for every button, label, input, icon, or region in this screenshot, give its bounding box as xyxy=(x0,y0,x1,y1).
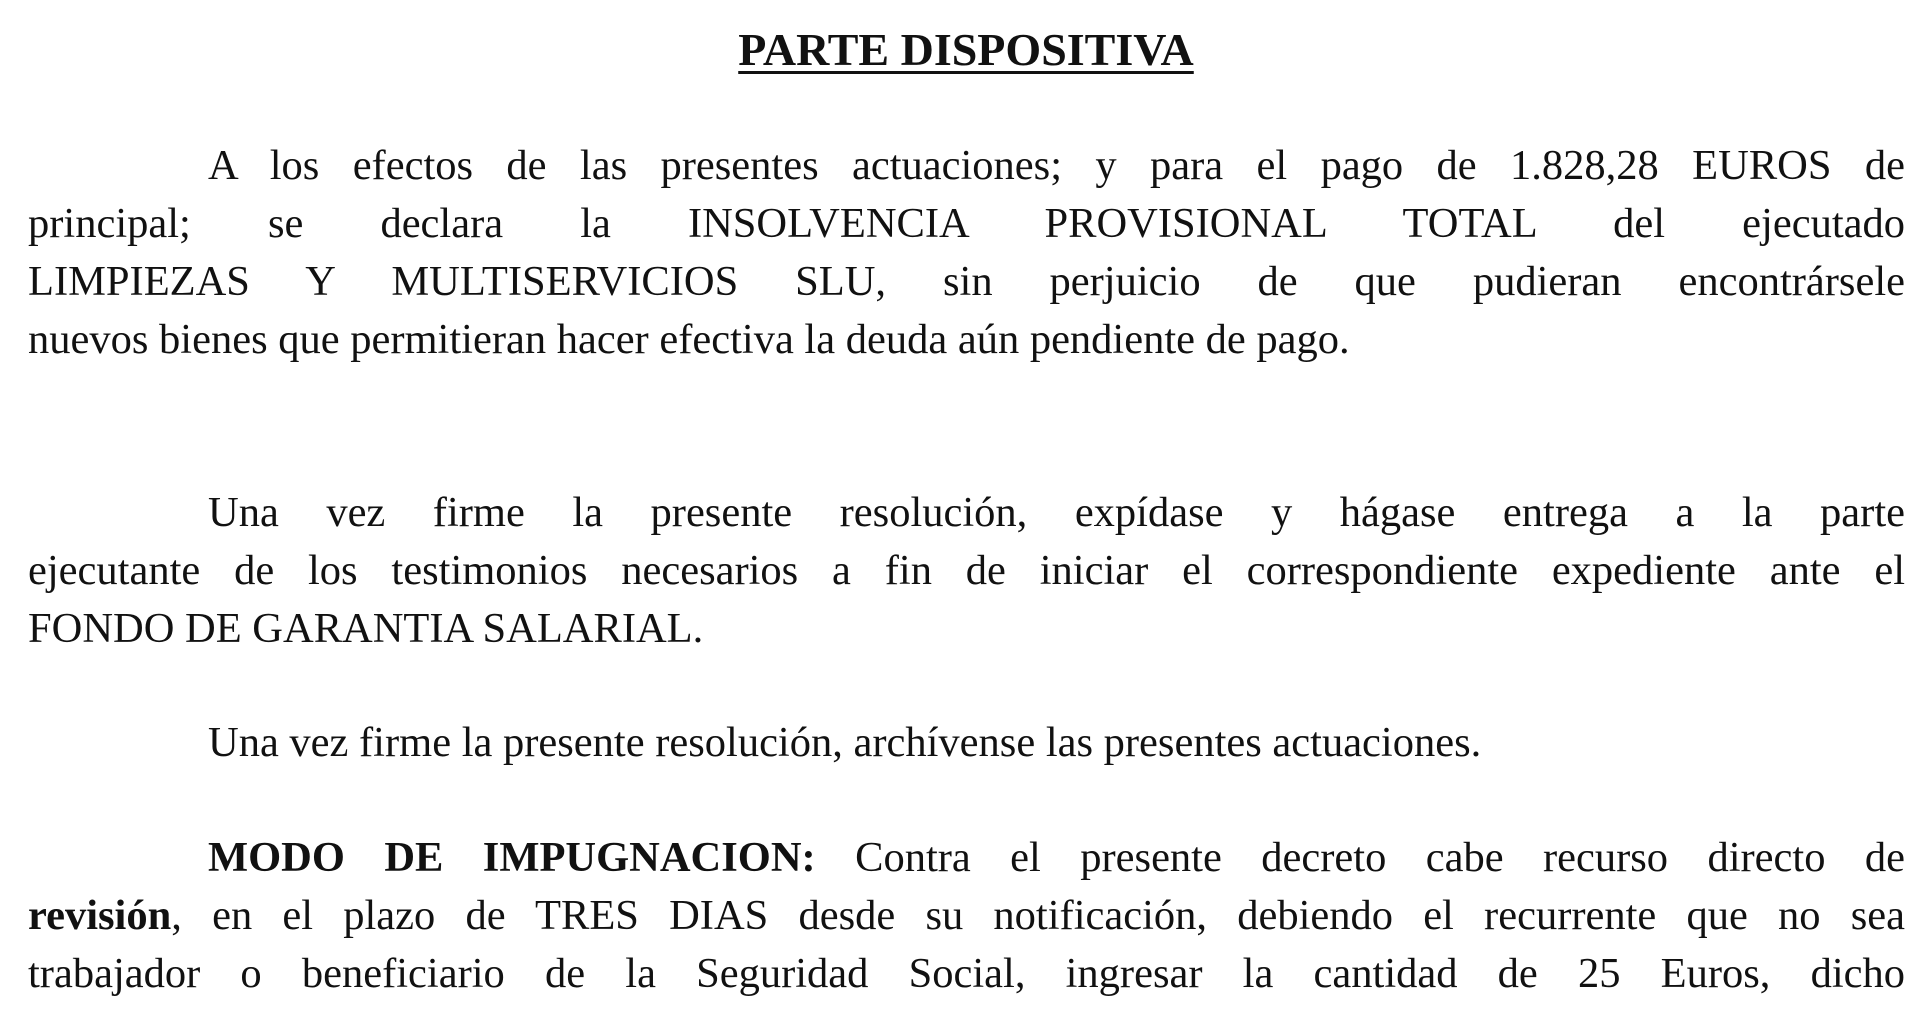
impugnacion-text-1: Contra el presente decreto cabe recurso directo de xyxy=(855,834,1905,881)
paragraph-1-line-3: LIMPIEZAS Y MULTISERVICIOS SLU, sin perjuicio de que pudieran encontrársele xyxy=(28,258,1905,305)
document-title: PARTE DISPOSITIVA xyxy=(738,24,1194,75)
revision-term: revisión xyxy=(28,892,172,939)
paragraph-1-line-1: A los efectos de las presentes actuaciones; y para el pago de 1.828,28 EUROS de xyxy=(208,142,1905,189)
paragraph-2-line-1: Una vez firme la presente resolución, expídase y hágase entrega a la parte xyxy=(208,489,1905,536)
impugnacion-heading: MODO DE IMPUGNACION: xyxy=(208,834,816,881)
paragraph-2-line-3: FONDO DE GARANTIA SALARIAL. xyxy=(28,605,704,652)
impugnacion-text-2: , en el plazo de TRES DIAS desde su notificación, debiendo el recurrente que no sea xyxy=(171,892,1905,939)
paragraph-4-line-2 xyxy=(28,890,1905,941)
paragraph-3-line-1: Una vez firme la presente resolución, archívense las presentes actuaciones. xyxy=(208,719,1482,766)
paragraph-4-line-1 xyxy=(28,832,1905,883)
paragraph-1-line-4: nuevos bienes que permitieran hacer efectiva la deuda aún pendiente de pago. xyxy=(28,316,1350,363)
paragraph-2-line-2: ejecutante de los testimonios necesarios a fin de iniciar el correspondiente expediente ante el xyxy=(28,547,1905,594)
paragraph-4-line-3: trabajador o beneficiario de la Seguridad Social, ingresar la cantidad de 25 Euros, dicho xyxy=(28,950,1905,997)
paragraph-1-line-2: principal; se declara la INSOLVENCIA PROVISIONAL TOTAL del ejecutado xyxy=(28,200,1905,247)
